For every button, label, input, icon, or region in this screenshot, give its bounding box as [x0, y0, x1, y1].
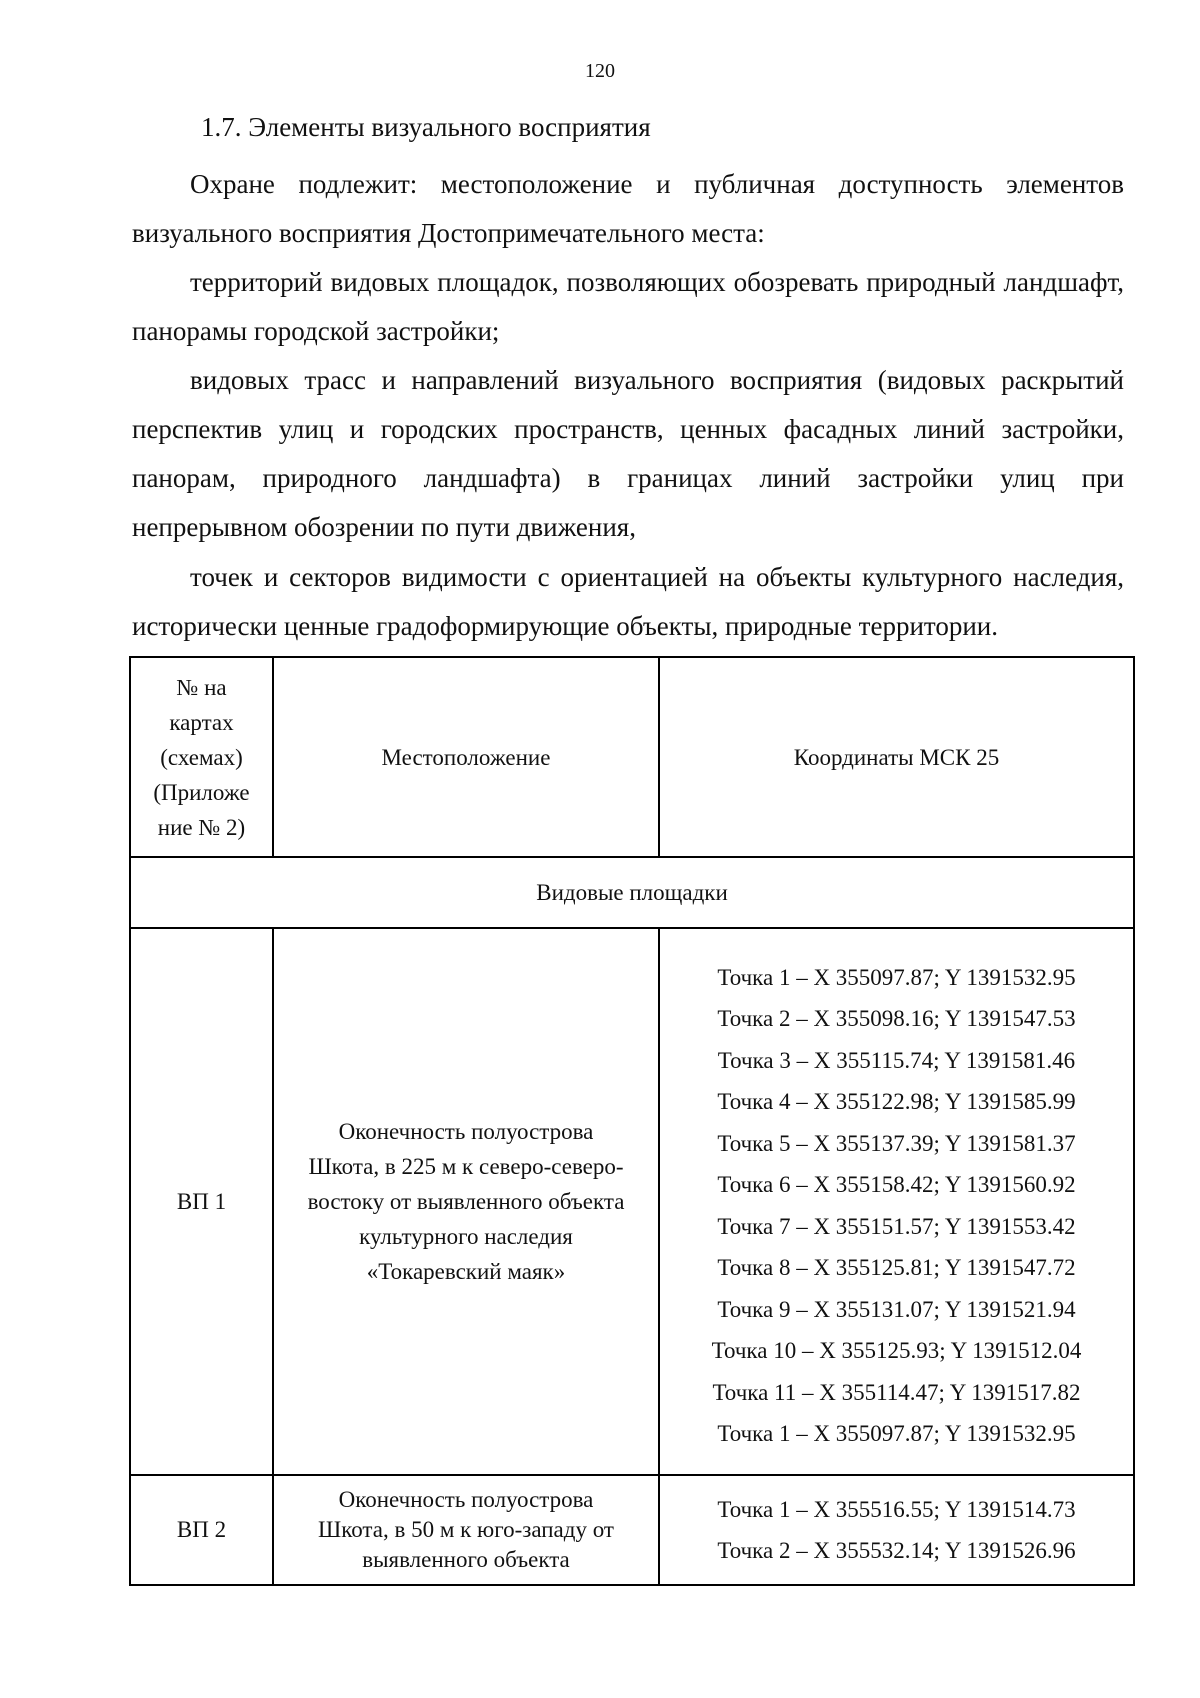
coordinate-point: Точка 6 – X 355158.42; Y 1391560.92 [717, 1172, 1076, 1197]
row-coordinates [659, 928, 1134, 1475]
coordinate-point: Точка 1 – X 355097.87; Y 1391532.95 [717, 964, 1076, 990]
section-title: Видовые площадки [130, 857, 1134, 928]
coordinate-point: Точка 4 – X 355122.98; Y 1391585.99 [717, 1089, 1076, 1114]
header-location: Местоположение [273, 657, 659, 857]
location-line: востоку от выявленного объекта [307, 1189, 625, 1214]
location-line: Оконечность полуострова [338, 1119, 594, 1144]
coordinate-point: Точка 1 – X 355097.87; Y 1391532.95 [717, 1421, 1076, 1446]
paragraph-text: Охране подлежит: местоположение и публичная доступность элементов визуального восприятия Достопримечательного места: [132, 169, 1124, 248]
coordinate-point: Точка 8 – X 355125.81; Y 1391547.72 [717, 1255, 1076, 1280]
section-heading: 1.7. Элементы визуального восприятия [201, 112, 651, 142]
paragraph-text: территорий видовых площадок, позволяющих обозревать природный ландшафт, панорамы городской застройки; [132, 267, 1124, 346]
table-row [130, 1475, 1134, 1585]
location-line: Оконечность полуострова [338, 1487, 594, 1512]
header-coordinates: Координаты МСК 25 [659, 657, 1134, 857]
coordinate-point: Точка 7 – X 355151.57; Y 1391553.42 [717, 1213, 1076, 1239]
header-map-number-line: картах [169, 709, 234, 735]
page-number: 120 [585, 60, 615, 82]
row-id: ВП 1 [130, 928, 273, 1475]
paragraph-text: точек и секторов видимости с ориентацией на объекты культурного наследия, исторически ценные градоформирующие объекты, природные территории. [132, 562, 1124, 641]
location-line: культурного наследия [359, 1224, 573, 1249]
header-map-number-line: (Приложе [153, 779, 250, 805]
location-line: выявленного объекта [362, 1547, 570, 1572]
coordinate-point: Точка 2 – X 355098.16; Y 1391547.53 [717, 1006, 1076, 1031]
paragraph-protection [132, 160, 1124, 258]
coordinate-point: Точка 2 – X 355532.14; Y 1391526.96 [717, 1538, 1076, 1563]
row-location [273, 1475, 659, 1585]
location-line: Шкота, в 50 м к юго-западу от [318, 1517, 614, 1542]
coordinates-table [129, 656, 1135, 1586]
header-map-number-line: ние № 2) [157, 814, 246, 840]
location-line: «Токаревский маяк» [366, 1259, 566, 1284]
paragraph-viewing-areas [132, 258, 1124, 356]
location-line: Шкота, в 225 м к северо-северо- [308, 1154, 624, 1179]
paragraph-text: видовых трасс и направлений визуального восприятия (видовых раскрытий перспектив улиц и городских пространств, ценных фасадных линий застройки, панорам, природного ландшафта) в границах линий застройки улиц при непрерывном обозрении по пути движения, [132, 365, 1124, 542]
header-map-number-line: (схемах) [160, 744, 243, 770]
coordinate-point: Точка 9 – X 355131.07; Y 1391521.94 [717, 1296, 1076, 1322]
coordinate-point: Точка 3 – X 355115.74; Y 1391581.46 [717, 1047, 1076, 1073]
coordinate-point: Точка 5 – X 355137.39; Y 1391581.37 [717, 1130, 1076, 1156]
coordinate-point: Точка 11 – X 355114.47; Y 1391517.82 [712, 1379, 1081, 1405]
table-section-row [130, 857, 1134, 928]
header-map-number-line: № на [176, 674, 227, 700]
paragraph-view-points [132, 553, 1124, 651]
row-location [273, 928, 659, 1475]
coordinate-point: Точка 1 – X 355516.55; Y 1391514.73 [717, 1496, 1076, 1522]
coordinate-point: Точка 10 – X 355125.93; Y 1391512.04 [711, 1338, 1082, 1363]
row-id: ВП 2 [130, 1475, 273, 1585]
header-map-number [130, 657, 273, 857]
table-header-row [130, 657, 1134, 857]
paragraph-view-routes [132, 356, 1124, 552]
row-coordinates [659, 1475, 1134, 1585]
table-row [130, 928, 1134, 1475]
